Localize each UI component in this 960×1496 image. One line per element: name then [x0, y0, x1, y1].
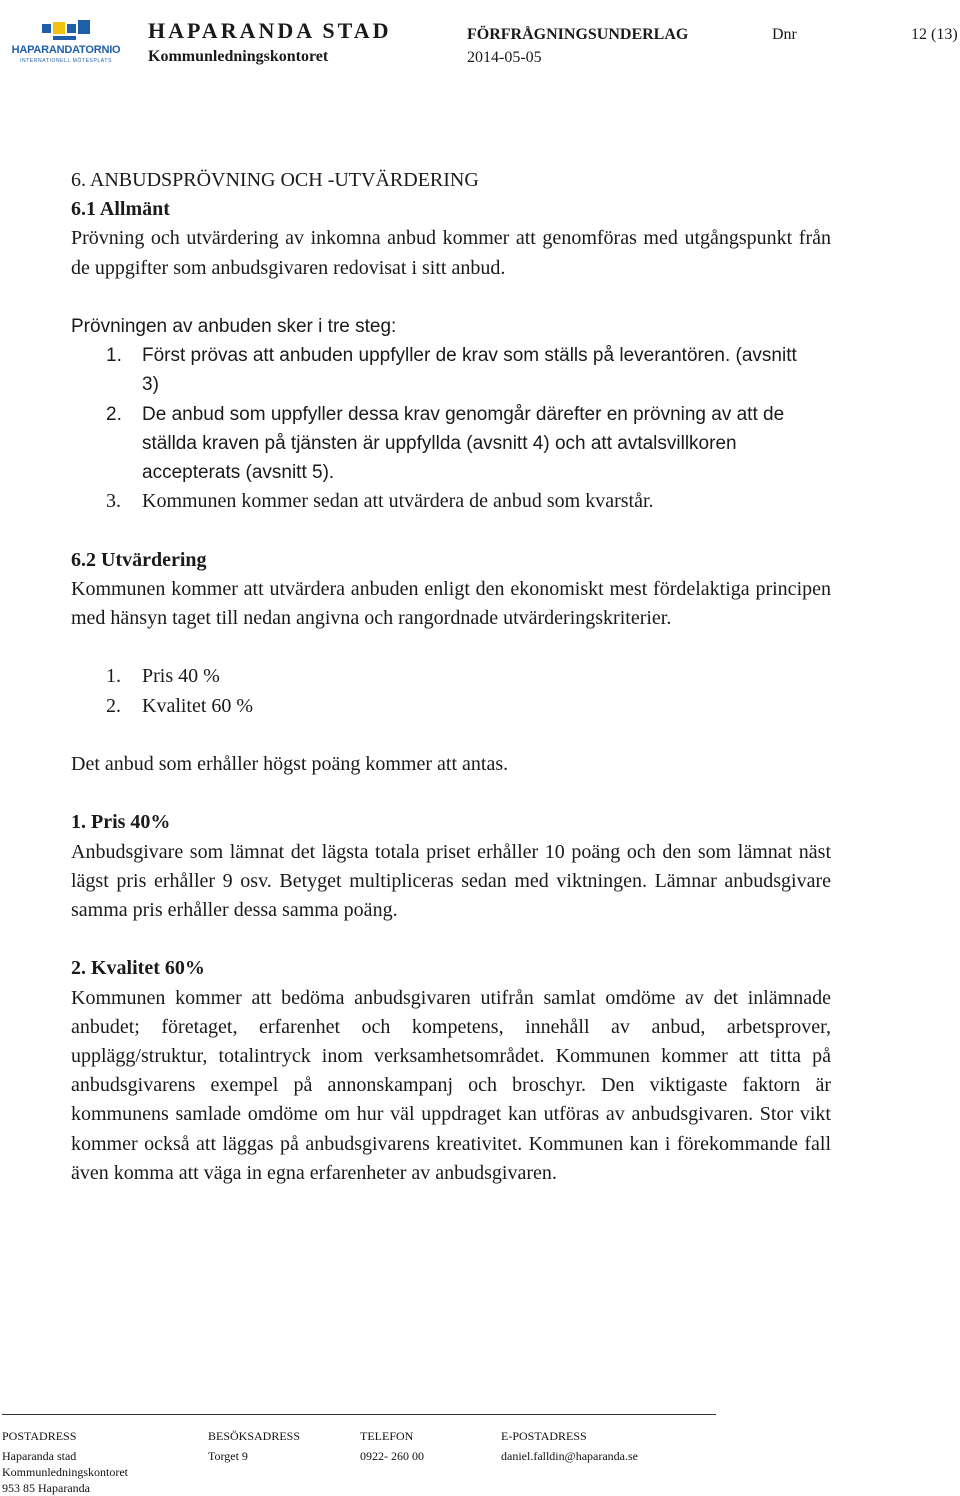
footer-divider	[2, 1414, 716, 1415]
criteria-list	[71, 662, 831, 720]
quality-criterion-title: 2. Kvalitet 60%	[71, 957, 205, 980]
logo-tagline: INTERNATIONELL MÖTESPLATS	[20, 58, 112, 64]
steps-list-continued	[71, 487, 831, 516]
allmant-paragraph: Prövning och utvärdering av inkomna anbud kommer att genomföras med utgångspunkt från de uppgifter som anbudsgivaren redovisat i sitt anbud.	[71, 227, 831, 279]
list-item: 3. Kommunen kommer sedan att utvärdera de anbud som kvarstår.	[106, 490, 654, 513]
section-title: 6. ANBUDSPRÖVNING OCH -UTVÄRDERING	[71, 169, 479, 191]
list-item: 2. Kvalitet 60 %	[106, 694, 254, 717]
header-dnr-label: Dnr	[772, 26, 797, 43]
price-criterion-paragraph: Anbudsgivare som lämnat det lägsta totala priset erhåller 10 poäng och den som lämnat näst lägst pris erhåller 9 osv. Betyget multipliceras sedan med viktningen. Lämnar anbudsgivare samma pris erhåller dessa samma poäng.	[71, 840, 831, 921]
price-criterion-title: 1. Pris 40%	[71, 811, 171, 834]
logo-wordmark: HAPARANDATORNIO	[11, 44, 121, 56]
footer-post-line-2: Kommunledningskontoret	[2, 1465, 128, 1479]
footer-phone: 0922- 260 00	[360, 1449, 424, 1463]
footer-post-line-1: Haparanda stad	[2, 1449, 77, 1463]
header-town: HAPARANDA STAD	[148, 18, 392, 43]
footer-visit-address: Torget 9	[208, 1449, 248, 1463]
list-item: 2. De anbud som uppfyller dessa krav genomgår därefter en prövning av att de ställda kraven på tjänsten är uppfyllda (avsnitt 4) och att avtalsvillkoren accepterats (avsnitt 5).	[106, 403, 785, 484]
footer-label-visit: BESÖKSADRESS	[208, 1429, 301, 1443]
header-office: Kommunledningskontoret	[148, 48, 329, 65]
utvardering-paragraph: Kommunen kommer att utvärdera anbuden enligt den ekonomiskt mest fördelaktiga principen med hänsyn taget till nedan angivna och rangordnade utvärderingskriterier.	[71, 577, 831, 630]
footer-label-post: POSTADRESS	[2, 1429, 77, 1443]
subsection-allmant-title: 6.1 Allmänt	[71, 198, 170, 221]
list-item: 1. Först prövas att anbuden uppfyller de krav som ställs på leverantören. (avsnitt 3)	[106, 345, 797, 396]
header-page-number: 12 (13)	[911, 26, 958, 43]
steps-intro: Prövningen av anbuden sker i tre steg:	[71, 316, 397, 337]
haparanda-tornio-logo	[4, 20, 128, 66]
footer-email[interactable]: daniel.falldin@haparanda.se	[501, 1449, 638, 1463]
quality-criterion-paragraph: Kommunen kommer att bedöma anbudsgivaren utifrån samlat omdöme av det inlämnade anbudet; företaget, erfarenhet och kompetens, innehåll av anbud, arbetsprover, upplägg/struktur, totalintryck inom verksamhetsområdet. Kommunen kommer att titta på anbudsgivarens exempel på annonskampanj och broschyr. Den viktigaste faktorn är kommunens samlade omdöme om hur väl uppdraget kan utföras av anbudsgivaren. Stor vikt kommer också att läggas på anbudsgivarens kreativitet. Kommunen kan i förekommande fall även komma att väga in egna erfarenheter av anbudsgivaren.	[71, 986, 831, 1184]
document-body	[71, 166, 831, 1188]
steps-list	[71, 341, 831, 487]
subsection-utvardering-title: 6.2 Utvärdering	[71, 548, 207, 571]
list-item: 1. Pris 40 %	[106, 665, 220, 688]
logo-mark-icon	[4, 20, 128, 44]
steps-block	[71, 312, 831, 487]
criteria-note: Det anbud som erhåller högst poäng kommer att antas.	[71, 753, 509, 775]
footer-label-phone: TELEFON	[360, 1429, 414, 1443]
header-document-type: FÖRFRÅGNINGSUNDERLAG	[467, 26, 689, 43]
footer-label-email: E-POSTADRESS	[501, 1429, 587, 1443]
footer-post-line-3: 953 85 Haparanda	[2, 1481, 90, 1495]
header-date: 2014-05-05	[467, 49, 542, 66]
